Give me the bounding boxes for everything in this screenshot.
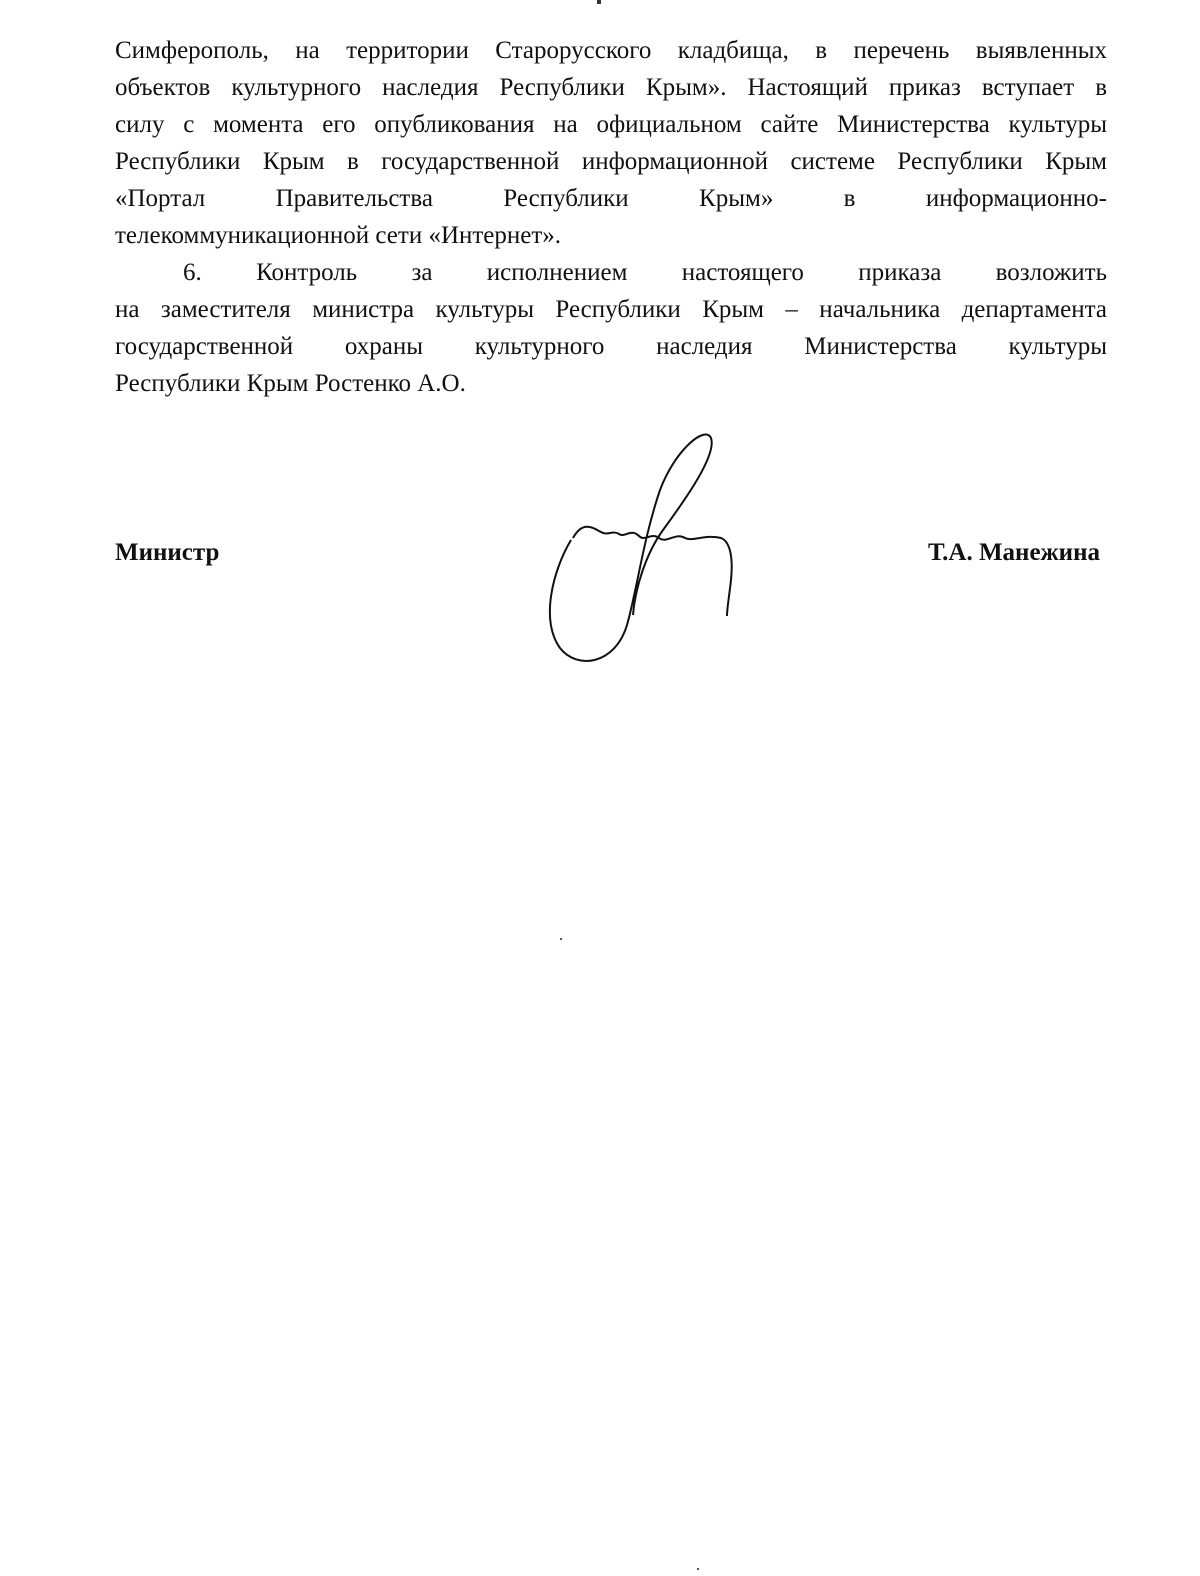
text-line-8: на заместителя министра культуры Республики Крым – начальника департамента [115, 296, 1107, 323]
signatory-title: Министр [115, 539, 220, 566]
text-line-6: телекоммуникационной сети «Интернет». [115, 222, 562, 249]
text-line-4: Республики Крым в государственной информационной системе Республики Крым [115, 148, 1107, 175]
scan-speck [697, 1568, 699, 1570]
signatory-name: Т.А. Манежина [927, 539, 1100, 566]
text-line-7: 6. Контроль за исполнением настоящего приказа возложить [183, 259, 1107, 286]
scan-speck [560, 938, 562, 940]
text-line-3: силу с момента его опубликования на официальном сайте Министерства культуры [115, 111, 1107, 138]
text-line-5: «Портал Правительства Республики Крым» в информационно- [115, 185, 1107, 212]
page-number-fragment [597, 0, 601, 4]
body-text [115, 32, 1107, 402]
text-line-9: государственной охраны культурного наследия Министерства культуры [115, 333, 1107, 360]
text-line-2: объектов культурного наследия Республики Крым». Настоящий приказ вступает в [115, 74, 1107, 101]
signature-block [115, 535, 1100, 575]
text-line-10: Республики Крым Ростенко А.О. [115, 370, 466, 397]
text-line-1: Симферополь, на территории Старорусского кладбища, в перечень выявленных [115, 37, 1107, 64]
